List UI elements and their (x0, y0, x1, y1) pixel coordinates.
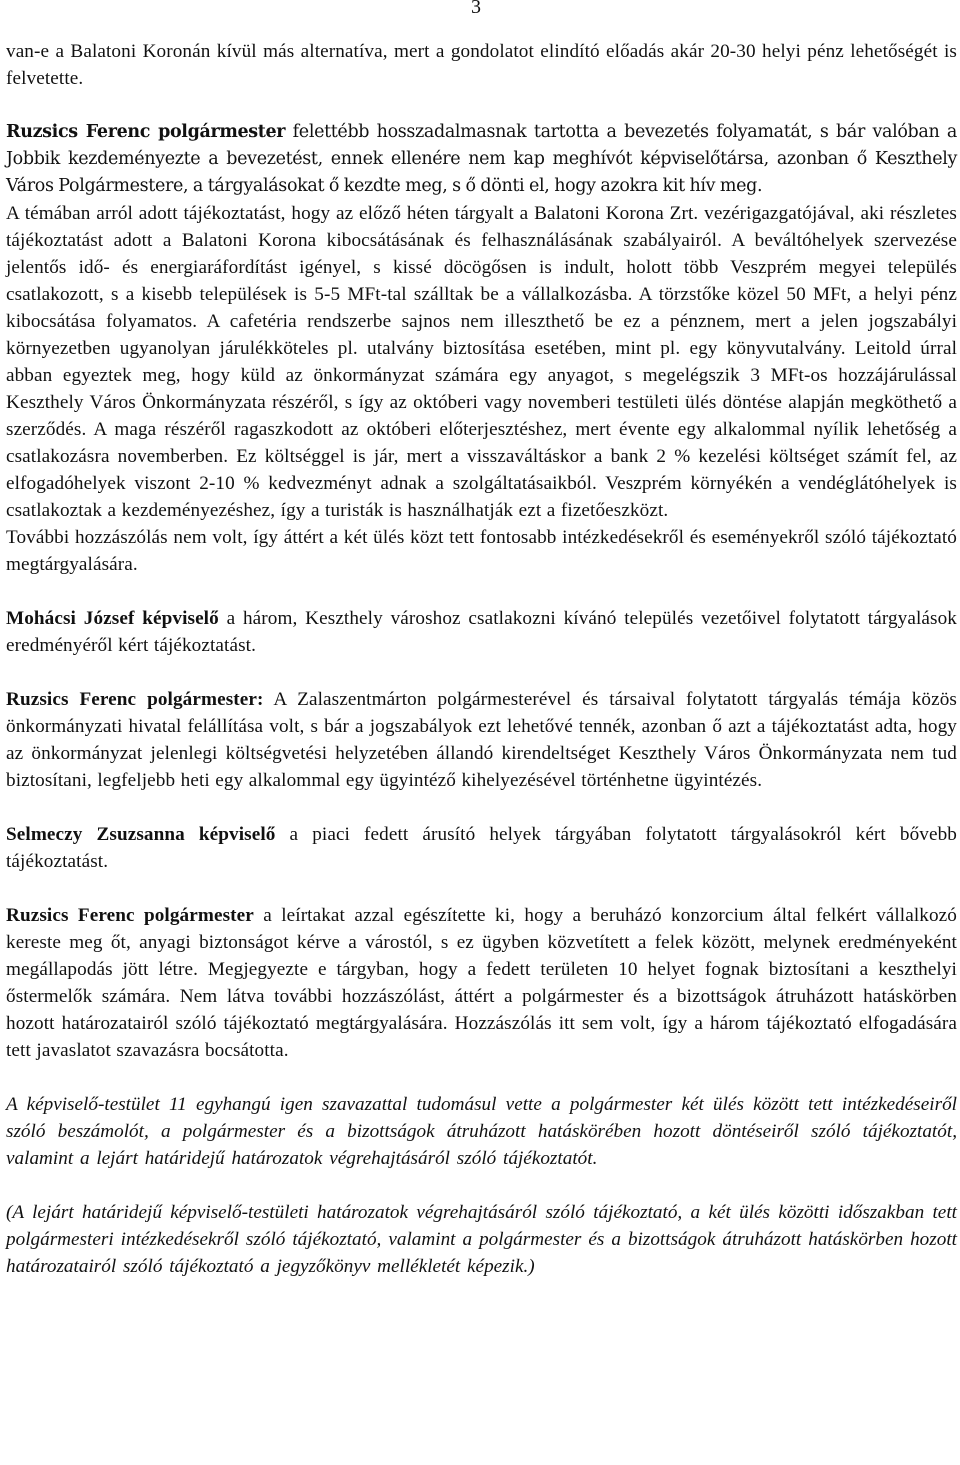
document-body (6, 38, 957, 1280)
paragraph-mayor-1 (6, 119, 957, 578)
resolution-text: A képviselő-testület 11 egyhangú igen szavazattal tudomásul vette a polgármester két ülés között tett intézkedéseiről szóló beszámolót, a polgármester és a bizottságok átruházott hatáskörében hozott döntéseiről szóló tájékoztatót, valamint a lejárt határidejű határozatok végrehajtásáról szóló tájékoztatót. (6, 1094, 957, 1169)
speaker-name: Selmeczy Zsuzsanna képviselő (6, 824, 276, 845)
speaker-name: Mohácsi József képviselő (6, 608, 219, 629)
mayor-3-body: a leírtakat azzal egészítette ki, hogy a beruházó konzorcium által felkért vállalkozó kereste meg őt, anyagi biztonságot kérve a várostól, s ez ügyben közvetített a felek között, melynek eredményeként megállapodás jött létre. Megjegyezte e tárgyban, hogy a fedett területen 10 helyet fognak biztosítani a keszthelyi őstermelők számára. Nem látva további hozzászólást, áttért a polgármester és a bizottságok átruházott hatáskörben hozott határozatairól szóló tájékoztató megtárgyalására. Hozzászólás itt sem volt, így a három tájékoztató elfogadására tett javaslatot szavazásra bocsátotta. (6, 905, 957, 1061)
paragraph-mayor-3 (6, 902, 957, 1064)
mayor-1-text-b: A témában arról adott tájékoztatást, hogy az előző héten tárgyalt a Balatoni Korona Zrt. vezérigazgatójával, aki részletes tájékoztatást adott a Balatoni Korona kibocsátásának és felhasználásának szabályairól. A beváltóhelyek szervezése jelentős idő- és energiaráfordítást igényel, s kissé döcögősen is indult, holott több Veszprém megyei település csatlakozott, s a kisebb települések is 5-5 MFt-tal szálltak be a vállalkozásba. A törzstőke közel 50 MFt, a helyi pénz kibocsátása folyamatos. A cafetéria rendszerbe sajnos nem illeszthető be ez a pénznem, mert a jelen jogszabályi környezetben ugyanolyan járulékköteles pl. utalvány biztosítása esetében, mint pl. egy könyvutalvány. Leitold úrral abban egyeztek meg, hogy küld az önkormányzat számára egy anyagot, s megelégszik 3 MFt-os hozzájárulással Keszthely Város Önkormányzata részéről, s így az októberi vagy novemberi testületi ülés döntése alapján megköthető a szerződés. A maga részéről ragaszkodott az októberi előterjesztéshez, mert évente egy alkalommal nyílik lehetőség a csatlakozásra novemberben. Ez költséggel is jár, mert a visszaváltáskor a bank 2 % kezelési költséget számít fel, az elfogadóhelyek viszont 2-10 % kedvezményt adnak a szolgáltatásaikból. Veszprém környékén a vendéglátóhelyek is csatlakoztak a kezdeményezéshez, így a turisták is használhatják ezt a fizetőeszközt. (6, 203, 957, 521)
paragraph-selmeczy (6, 821, 957, 875)
speaker-name: Ruzsics Ferenc polgármester: (6, 689, 264, 710)
mayor-1-body-a: felettébb hosszadalmasnak tartotta a bevezetés folyamatát, s bár valóban a Jobbik kezdeményezte a bevezetést, ennek ellenére nem kap meghívót képviselőtársa, azonban ő Keszthely Város Polgármestere, a tárgyalásokat ő kezdte meg, s ő dönti el, hogy azokra kit hív meg. (6, 122, 957, 196)
mayor-1-text-a (6, 119, 957, 200)
mohacsi-body: a három, Keszthely városhoz csatlakozni kívánó település vezetőivel folytatott tárgyalások eredményéről kért tájékoztatást. (6, 608, 957, 656)
annex-note: (A lejárt határidejű képviselő-testületi határozatok végrehajtásáról szóló tájékoztató, a két ülés közötti időszakban tett polgármesteri intézkedésekről szóló tájékoztató, valamint a polgármester és a bizottságok átruházott hatáskörben hozott határozatairól szóló tájékoztató a jegyzőkönyv mellékletét képezik.) (6, 1202, 957, 1277)
speaker-name: Ruzsics Ferenc polgármester (6, 905, 254, 926)
resolution-block (6, 1091, 957, 1280)
speaker-name: Ruzsics Ferenc polgármester (6, 122, 286, 142)
page-number: 3 (471, 0, 481, 18)
paragraph-continuation: van-e a Balatoni Koronán kívül más alternatíva, mert a gondolatot elindító előadás akár 20-30 helyi pénz lehetőségét is felvetette. (6, 41, 957, 89)
selmeczy-body: a piaci fedett árusító helyek tárgyában folytatott tárgyalásokról kért bővebb tájékoztatást. (6, 824, 957, 872)
mayor-2-body: A Zalaszentmárton polgármesterével és társaival folytatott tárgyalás témája közös önkormányzati hivatal felállítása volt, s bár a jogszabályok ezt lehetővé tennék, azonban ő azt a tájékoztatást adta, hogy az önkormányzat jelenlegi költségvetési helyzetében állandó kirendeltséget Keszthely Város Önkormányzata nem tud biztosítani, legfeljebb heti egy alkalommal egy ügyintéző kihelyezésével történhetne ügyintézés. (6, 689, 957, 791)
paragraph-mohacsi (6, 605, 957, 659)
mayor-1-text-c: További hozzászólás nem volt, így áttért a két ülés közt tett fontosabb intézkedésekről és eseményekről szóló tájékoztató megtárgyalására. (6, 527, 957, 575)
paragraph-mayor-2 (6, 686, 957, 794)
